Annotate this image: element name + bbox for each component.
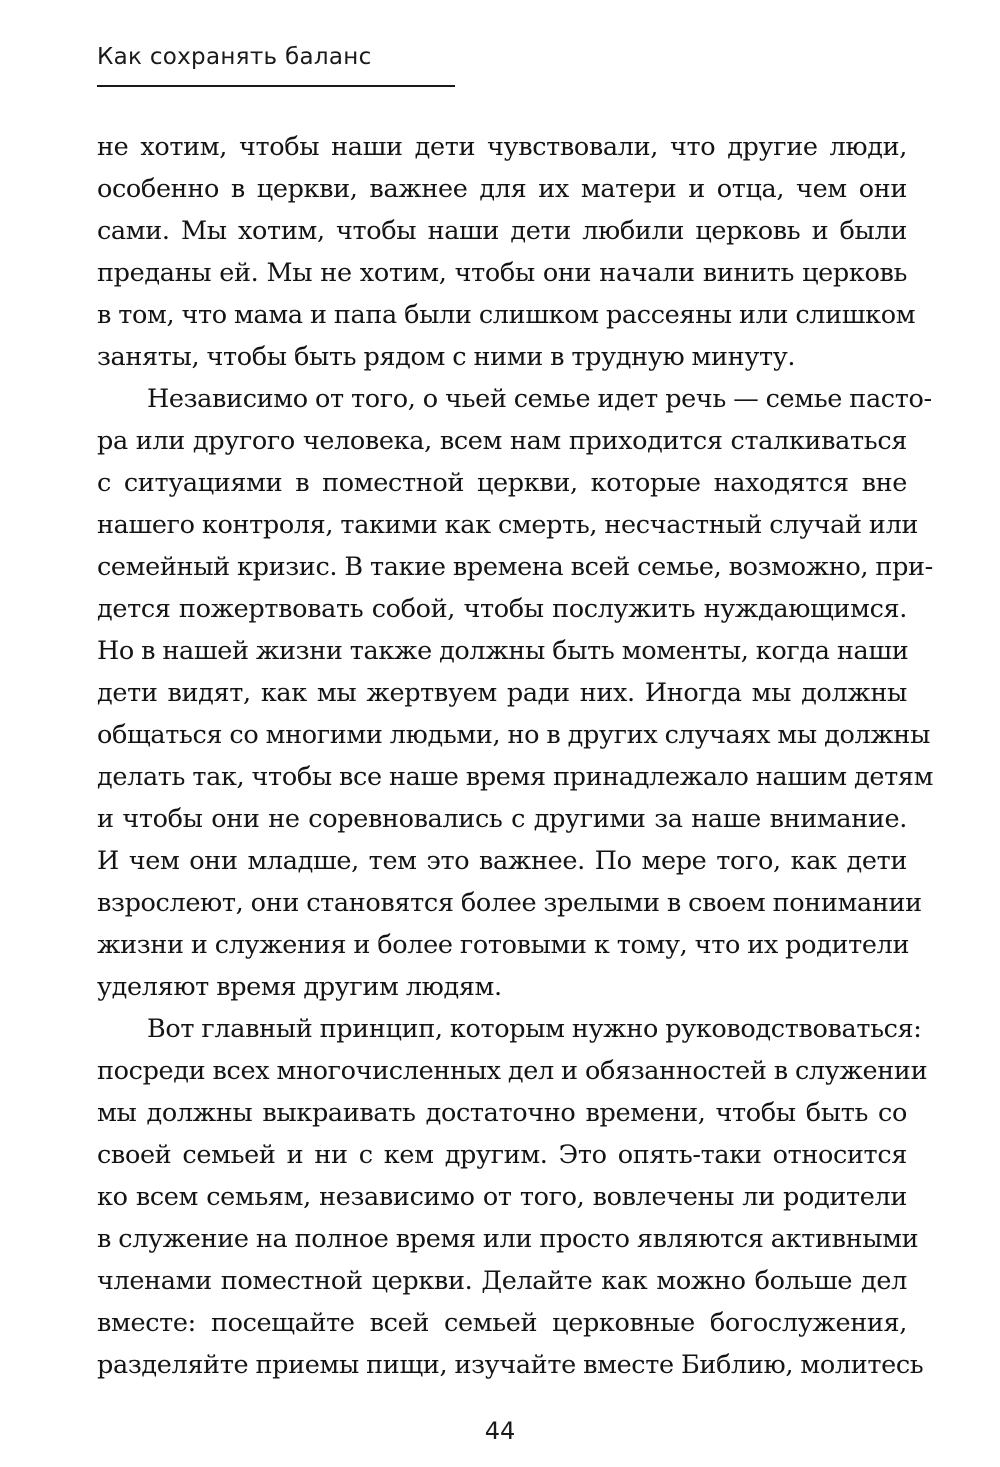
text-line: сами. Мы хотим, чтобы наши дети любили церковь и были [97,216,907,246]
text-line: преданы ей. Мы не хотим, чтобы они начали винить церковь [97,258,907,288]
text-line: в том, что мама и папа были слишком рассеяны или слишком [97,300,916,330]
text-line: Независимо от того, о чьей семье идет речь — семье пасто- [147,384,932,414]
text-line: И чем они младше, тем это важнее. По мере того, как дети [97,846,907,876]
text-line: жизни и служения и более готовыми к тому, что их родители [97,930,910,960]
text-line: Вот главный принцип, которым нужно руководствоваться: [147,1014,922,1044]
paragraph [97,1008,928,1386]
text-line: заняты, чтобы быть рядом с ними в трудную минуту. [97,342,796,372]
text-line: особенно в церкви, важнее для их матери и отца, чем они [97,174,907,204]
text-line: своей семьей и ни с кем другим. Это опять-таки относится [97,1140,907,1170]
paragraph [97,378,934,1008]
text-line: семейный кризис. В такие времена всей семье, возможно, при- [97,552,933,582]
text-line: делать так, чтобы все наше время принадлежало нашим детям [97,762,934,792]
text-line: в служение на полное время или просто являются активными [97,1224,919,1254]
text-line: ко всем семьям, независимо от того, вовлечены ли родители [97,1182,907,1212]
text-line: с ситуациями в поместной церкви, которые находятся вне [97,468,907,498]
text-line: и чтобы они не соревновались с другими за наше внимание. [97,804,907,834]
text-line: посреди всех многочисленных дел и обязанностей в служении [97,1056,928,1086]
text-line: мы должны выкраивать достаточно времени, чтобы быть со [97,1098,907,1128]
text-line: общаться со многими людьми, но в других случаях мы должны [97,720,931,750]
text-line: взрослеют, они становятся более зрелыми в своем понимании [97,888,922,918]
text-line: вместе: посещайте всей семьей церковные богослужения, [97,1308,907,1338]
text-line: Но в нашей жизни также должны быть моменты, когда наши [97,636,909,666]
paragraph [97,126,916,378]
text-line: ра или другого человека, всем нам приходится сталкиваться [97,426,907,456]
text-line: дети видят, как мы жертвуем ради них. Иногда мы должны [97,678,907,708]
running-header: Как сохранять баланс [97,44,372,70]
text-line: нашего контроля, такими как смерть, несчастный случай или [97,510,919,540]
body-text [97,126,934,1386]
text-line: не хотим, чтобы наши дети чувствовали, что другие люди, [97,132,907,162]
text-line: уделяют время другим людям. [97,972,502,1002]
text-line: разделяйте приемы пищи, изучайте вместе Библию, молитесь [97,1350,924,1380]
header-rule [97,85,455,87]
text-line: членами поместной церкви. Делайте как можно больше дел [97,1266,907,1296]
text-line: дется пожертвовать собой, чтобы послужить нуждающимся. [97,594,907,624]
page-number: 44 [484,1417,516,1445]
